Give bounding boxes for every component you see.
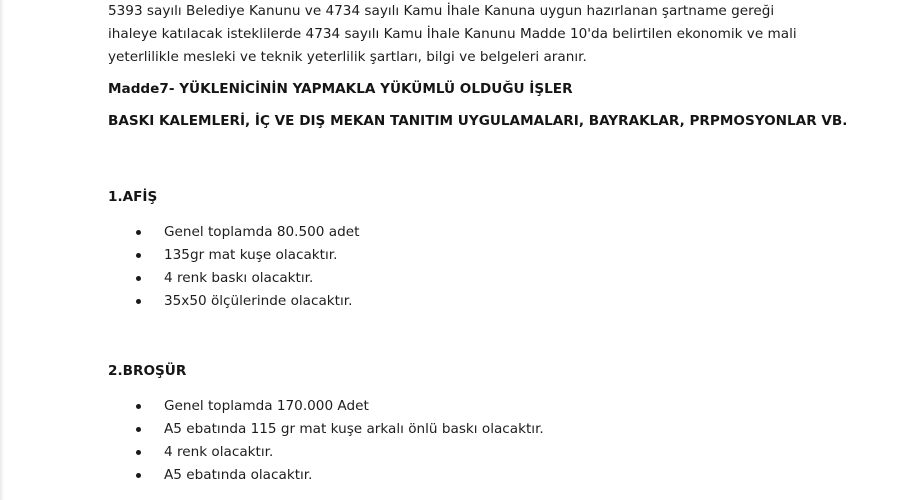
bullet-icon — [136, 404, 141, 409]
scope-heading: BASKI KALEMLERİ, İÇ VE DIŞ MEKAN TANITIM UYGULAMALARI, BAYRAKLAR, PRPMOSYONLAR VB. — [108, 113, 848, 129]
list-item — [136, 418, 544, 441]
section-title-brosur: 2.BROŞÜR — [108, 363, 187, 379]
list-item — [136, 267, 359, 290]
intro-line: yeterlilikle mesleki ve teknik yeterlilik şartları, bilgi ve belgeleri aranır. — [108, 49, 587, 65]
intro-line: ihaleye katılacak isteklilerde 4734 sayılı Kamu İhale Kanunu Madde 10'da belirtilen ekonomik ve mali — [108, 26, 797, 42]
bullet-icon — [136, 427, 141, 432]
bullet-icon — [136, 276, 141, 281]
section-title-afis: 1.AFİŞ — [108, 189, 158, 205]
list-item-text: A5 ebatında olacaktır. — [164, 467, 313, 483]
list-item — [136, 464, 544, 487]
list-item-text: A5 ebatında 115 gr mat kuşe arkalı önlü baskı olacaktır. — [164, 421, 544, 437]
list-item — [136, 395, 544, 418]
list-item — [136, 244, 359, 267]
list-item-text: Genel toplamda 170.000 Adet — [164, 398, 369, 414]
list-item — [136, 221, 359, 244]
list-item — [136, 441, 544, 464]
article-heading: Madde7- YÜKLENİCİNİN YAPMAKLA YÜKÜMLÜ OLDUĞU İŞLER — [108, 81, 573, 97]
intro-paragraph — [108, 0, 868, 69]
bullet-icon — [136, 253, 141, 258]
list-item-text: 4 renk baskı olacaktır. — [164, 270, 314, 286]
intro-line: 5393 sayılı Belediye Kanunu ve 4734 sayılı Kamu İhale Kanuna uygun hazırlanan şartname gereği — [108, 3, 775, 19]
afis-item-list — [136, 221, 359, 313]
list-item-text: 4 renk olacaktır. — [164, 444, 274, 460]
bullet-icon — [136, 230, 141, 235]
bullet-icon — [136, 473, 141, 478]
list-item — [136, 290, 359, 313]
bullet-icon — [136, 450, 141, 455]
bullet-icon — [136, 299, 141, 304]
list-item-text: 135gr mat kuşe olacaktır. — [164, 247, 338, 263]
list-item-text: 35x50 ölçülerinde olacaktır. — [164, 293, 353, 309]
list-item-text: Genel toplamda 80.500 adet — [164, 224, 360, 240]
brosur-item-list — [136, 395, 544, 487]
scan-edge — [0, 0, 4, 500]
